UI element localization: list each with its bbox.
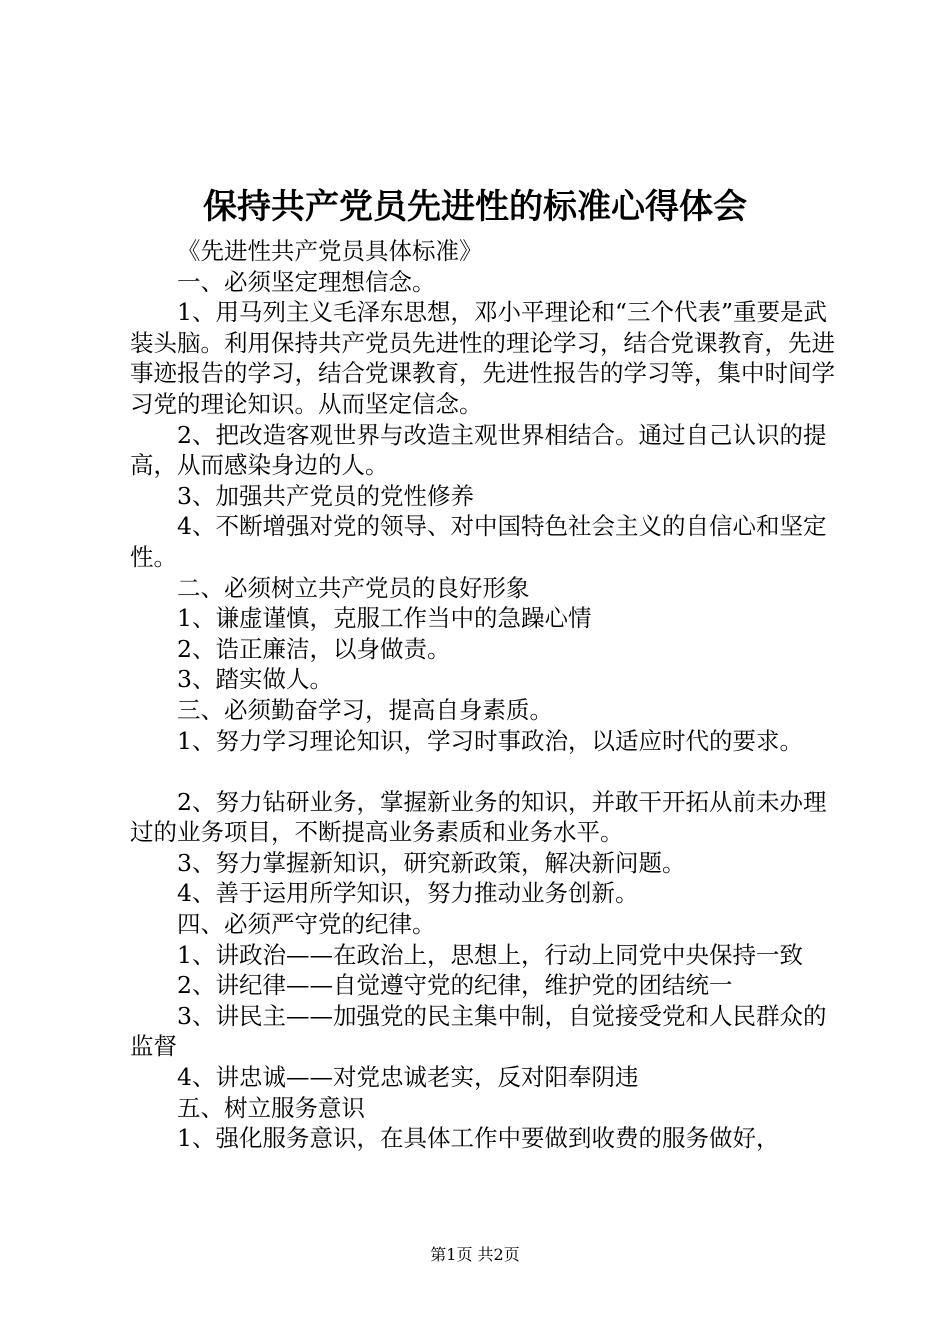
- paragraph: 1、用马列主义毛泽东思想，邓小平理论和“三个代表”重要是武装头脑。利用保持共产党员先进性的理论学习，结合党课教育，先进事迹报告的学习，结合党课教育，先进性报告的学习等，集中时间学习党的理论知识。从而坚定信念。: [130, 298, 835, 418]
- paragraph: 2、把改造客观世界与改造主观世界相结合。通过自己认识的提高，从而感染身边的人。: [130, 420, 827, 480]
- document-title: 保持共产党员先进性的标准心得体会: [203, 187, 747, 227]
- paragraph: 3、讲民主——加强党的民主集中制，自觉接受党和人民群众的监督: [130, 1001, 827, 1061]
- paragraph: 3、努力掌握新知识，研究新政策，解决新问题。: [177, 848, 686, 877]
- paragraph: 1、努力学习理论知识，学习时事政治，以适应时代的要求。: [177, 726, 803, 755]
- paragraph: 2、诰正廉洁，以身做责。: [177, 634, 451, 663]
- page-footer: 第1页 共2页: [430, 1245, 520, 1264]
- paragraph: 1、谦虚谨慎，克服工作当中的急躁心情: [177, 604, 592, 633]
- document-body: [130, 236, 835, 1154]
- paragraph: 四、必须严守党的纪律。: [177, 910, 436, 939]
- paragraph: 五、树立服务意识: [177, 1093, 365, 1122]
- paragraph: 2、讲纪律——自觉遵守党的纪律，维护党的团结统一: [177, 971, 733, 1000]
- blank-line: [130, 756, 835, 787]
- paragraph: 3、加强共产党员的党性修养: [177, 481, 474, 510]
- paragraph: 4、善于运用所学知识，努力推动业务创新。: [177, 879, 639, 908]
- paragraph: 4、讲忠诚——对党忠诚老实，反对阳奉阴违: [177, 1063, 639, 1092]
- paragraph: 4、不断增强对党的领导、对中国特色社会主义的自信心和坚定性。: [130, 512, 827, 571]
- paragraph: 2、努力钻研业务，掌握新业务的知识，并敢干开拓从前未办理过的业务项目，不断提高业务素质和业务水平。: [130, 787, 827, 847]
- paragraph: 3、踏实做人。: [177, 665, 333, 694]
- paragraph: 《先进性共产党员具体标准》: [177, 237, 483, 265]
- paragraph: 1、强化服务意识，在具体工作中要做到收费的服务做好，: [177, 1124, 780, 1153]
- paragraph: 1、讲政治——在政治上，思想上，行动上同党中央保持一致: [177, 940, 803, 969]
- paragraph: 一、必须坚定理想信念。: [177, 267, 436, 296]
- paragraph: 三、必须勤奋学习，提高自身素质。: [177, 695, 553, 724]
- paragraph: 二、必须树立共产党员的良好形象: [177, 573, 530, 602]
